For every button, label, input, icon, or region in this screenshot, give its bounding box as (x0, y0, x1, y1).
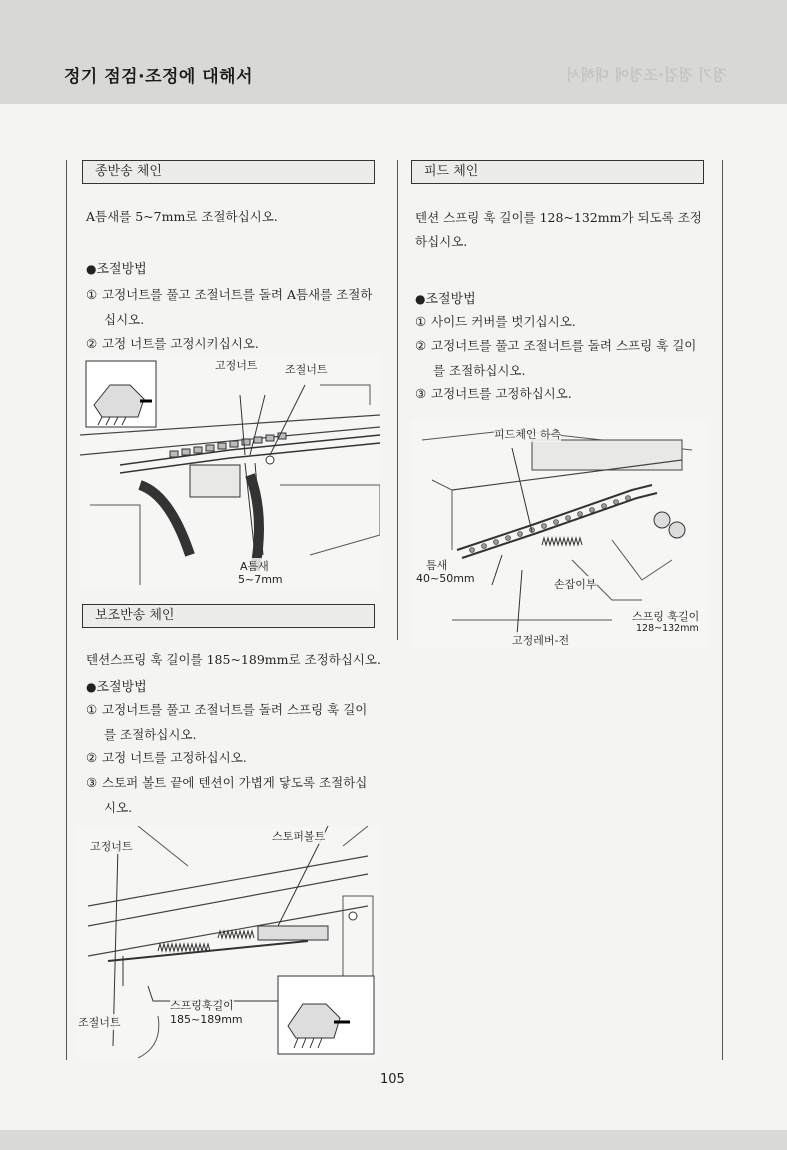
label-spring-hook-right: 스프링 훅길이 (632, 610, 700, 623)
aux-chain-step-3 (86, 770, 386, 820)
label-gap-value: 40~50mm (416, 572, 475, 585)
step-number: ③ (86, 775, 98, 790)
aux-chain-figure (78, 826, 378, 1058)
feed-chain-intro-line1: 텐션 스프링 훅 길이를 128~132mm가 되도록 조정 (415, 210, 702, 225)
label-spring-hook: 스프링훅길이 (170, 999, 234, 1012)
step-number: ② (86, 336, 98, 351)
label-adjust-nut: 조절너트 (285, 363, 328, 376)
label-stopper-bolt: 스토퍼볼트 (272, 830, 326, 843)
step-text-cont: 십시오. (104, 312, 145, 327)
step-text-cont: 를 조절하십시오. (104, 727, 197, 742)
label-spring-hook-value-right: 128~132mm (636, 623, 699, 634)
aux-chain-intro: 텐션스프링 훅 길이를 185~189mm로 조정하십시오. (86, 652, 381, 667)
step-text-cont: 를 조절하십시오. (433, 363, 526, 378)
label-gap: 틈새 (426, 559, 448, 572)
footer-band (0, 1130, 787, 1150)
page-header-title: 정기 점검·조정에 대해서 (64, 67, 254, 87)
main-chain-figure (80, 355, 380, 590)
main-chain-method-title (86, 258, 147, 277)
bullet-icon: ● (415, 292, 426, 306)
main-chain-diagram (80, 355, 380, 590)
bullet-icon: ● (86, 680, 97, 694)
method-title-text: 조절방법 (425, 292, 476, 307)
step-number: ② (86, 750, 98, 765)
step-text: 스토퍼 볼트 끝에 텐션이 가볍게 닿도록 조절하십 (102, 775, 368, 790)
feed-chain-method-title (415, 288, 476, 307)
header-band (0, 0, 787, 104)
label-spring-hook-value: 185~189mm (170, 1013, 243, 1026)
feed-chain-figure (412, 420, 707, 648)
step-text: 고정너트를 풀고 조절너트를 돌려 A틈새를 조절하 (102, 287, 373, 302)
feed-chain-step-3 (415, 381, 572, 406)
feed-chain-step-2 (415, 333, 715, 383)
feed-chain-intro-line2: 하십시오. (415, 234, 468, 249)
left-column-rule (66, 160, 67, 1060)
label-gap-a: A틈새 (240, 560, 269, 573)
aux-chain-step-2 (86, 745, 247, 770)
aux-chain-step-1 (86, 697, 386, 747)
step-text: 고정너트를 풀고 조절너트를 돌려 스프링 훅 길이 (431, 338, 697, 353)
main-chain-step-2 (86, 331, 259, 356)
feed-chain-intro (415, 206, 702, 254)
step-number: ① (415, 314, 427, 329)
right-column-rule (397, 160, 398, 640)
method-title-text: 조절방법 (96, 262, 147, 277)
step-text: 고정 너트를 고정시키십시오. (102, 336, 259, 351)
step-number: ③ (415, 386, 427, 401)
step-text-cont: 시오. (104, 800, 133, 815)
label-feed-chain-bottom: 피드체인 하측 (494, 428, 562, 441)
aux-chain-method-title (86, 676, 147, 695)
label-gap-a-value: 5~7mm (238, 573, 283, 586)
step-text: 고정 너트를 고정하십시오. (102, 750, 247, 765)
section-heading-aux-chain: 보조반송 체인 (82, 604, 375, 628)
step-text: 고정너트를 풀고 조절너트를 돌려 스프링 훅 길이 (102, 702, 368, 717)
page-number: 105 (380, 1072, 405, 1087)
right-edge-rule (722, 160, 723, 1060)
label-fixing-nut: 고정너트 (215, 359, 258, 372)
label-handle: 손잡이부 (554, 578, 597, 591)
bullet-icon: ● (86, 262, 97, 276)
header-bleedthrough-text: 정기 점검·조정에 대해서 (565, 66, 727, 84)
step-text: 사이드 커버를 벗기십시오. (431, 314, 576, 329)
step-number: ① (86, 287, 98, 302)
step-number: ① (86, 702, 98, 717)
main-chain-step-1 (86, 282, 386, 332)
section-heading-feed-chain: 피드 체인 (411, 160, 704, 184)
step-text: 고정너트를 고정하십시오. (431, 386, 572, 401)
step-number: ② (415, 338, 427, 353)
label-fixing-nut-2: 고정너트 (90, 840, 133, 853)
label-adjust-nut-2: 조절너트 (78, 1016, 121, 1029)
main-chain-intro: A틈새를 5~7mm로 조절하십시오. (86, 209, 278, 224)
section-heading-main-chain: 종반송 체인 (82, 160, 375, 184)
method-title-text: 조절방법 (96, 680, 147, 695)
feed-chain-step-1 (415, 309, 576, 334)
label-lever: 고정레버-전 (512, 634, 570, 647)
